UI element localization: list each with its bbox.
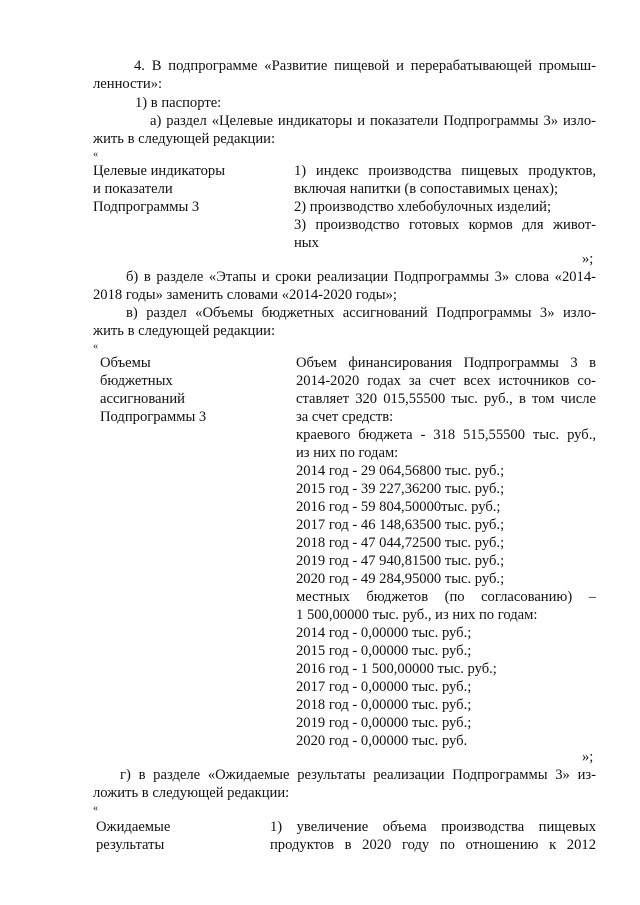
item-b-line-1: б) в разделе «Этапы и сроки реализации Подпрограммы 3» слова «2014- <box>126 269 596 285</box>
table2-right-line-8: 2015 год - 39 227,36200 тыс. руб.; <box>296 481 505 497</box>
table1-left-line-1: Целевые индикаторы <box>93 163 226 179</box>
table2-right-line-12: 2019 год - 47 940,81500 тыс. руб.; <box>296 553 505 569</box>
open-quote-3: « <box>93 803 98 814</box>
passport-subheading: 1) в паспорте: <box>135 95 222 111</box>
section-4-heading-line-2: ленности»: <box>93 76 163 92</box>
table3-left-line-2: результаты <box>96 837 165 853</box>
table2-right-line-16: 2014 год - 0,00000 тыс. руб.; <box>296 625 472 641</box>
table2-right-line-9: 2016 год - 59 804,50000тыс. руб.; <box>296 499 501 515</box>
table2-right-line-5: краевого бюджета - 318 515,55500 тыс. руб., <box>296 427 596 443</box>
table2-right-line-1: Объем финансирования Подпрограммы 3 в <box>296 355 596 371</box>
table3-right-line-1: 1) увеличение объема производства пищевых <box>270 819 596 835</box>
table3-right-line-2: продуктов в 2020 году по отношению к 2012 <box>270 837 596 853</box>
table2-right-line-15: 1 500,00000 тыс. руб., из них по годам: <box>296 607 538 623</box>
table2-right-line-21: 2019 год - 0,00000 тыс. руб.; <box>296 715 472 731</box>
item-v-line-2: жить в следующей редакции: <box>93 323 276 339</box>
table2-left-line-3: ассигнований <box>100 391 185 407</box>
table2-right-line-20: 2018 год - 0,00000 тыс. руб.; <box>296 697 472 713</box>
table1-right-line-3: 2) производство хлебобулочных изделий; <box>294 199 552 215</box>
table2-right-line-7: 2014 год - 29 064,56800 тыс. руб.; <box>296 463 505 479</box>
table2-left-line-2: бюджетных <box>100 373 173 389</box>
item-a-line-1: а) раздел «Целевые индикаторы и показатели Подпрограммы 3» изло- <box>150 113 596 129</box>
table1-right-line-2: включая напитки (в сопоставимых ценах); <box>294 181 559 197</box>
table2-right-line-18: 2016 год - 1 500,00000 тыс. руб.; <box>296 661 497 677</box>
table2-right-line-13: 2020 год - 49 284,95000 тыс. руб.; <box>296 571 505 587</box>
item-v-line-1: в) раздел «Объемы бюджетных ассигнований Подпрограммы 3» изло- <box>126 305 596 321</box>
close-quote-1: »; <box>582 251 594 267</box>
table2-left-line-1: Объемы <box>100 355 151 371</box>
table2-right-line-14: местных бюджетов (по согласованию) – <box>296 589 596 605</box>
table3-left-line-1: Ожидаемые <box>96 819 171 835</box>
table2-right-line-17: 2015 год - 0,00000 тыс. руб.; <box>296 643 472 659</box>
item-a-line-2: жить в следующей редакции: <box>93 131 276 147</box>
item-g-line-2: ложить в следующей редакции: <box>93 785 290 801</box>
section-4-heading-line-1: 4. В подпрограмме «Развитие пищевой и перерабатывающей промыш- <box>134 58 596 74</box>
table2-right-line-4: за счет средств: <box>296 409 394 425</box>
table1-left-line-2: и показатели <box>93 181 173 197</box>
item-g-line-1: г) в разделе «Ожидаемые результаты реализации Подпрограммы 3» из- <box>120 767 596 783</box>
open-quote-1: « <box>93 149 98 160</box>
table2-right-line-3: ставляет 320 015,55500 тыс. руб., в том числе <box>296 391 596 407</box>
table1-left-line-3: Подпрограммы 3 <box>93 199 200 215</box>
table2-left-line-4: Подпрограммы 3 <box>100 409 207 425</box>
table2-right-line-19: 2017 год - 0,00000 тыс. руб.; <box>296 679 472 695</box>
table2-right-line-2: 2014-2020 годах за счет всех источников со- <box>296 373 596 389</box>
table1-right-line-5: ных <box>294 235 319 251</box>
table2-right-line-6: из них по годам: <box>296 445 399 461</box>
open-quote-2: « <box>93 341 98 352</box>
close-quote-2: »; <box>582 749 594 765</box>
table1-right-line-4: 3) производство готовых кормов для живот- <box>294 217 596 233</box>
item-b-line-2: 2018 годы» заменить словами «2014-2020 годы»; <box>93 287 397 303</box>
table1-right-line-1: 1) индекс производства пищевых продуктов, <box>294 163 596 179</box>
table2-right-line-10: 2017 год - 46 148,63500 тыс. руб.; <box>296 517 505 533</box>
table2-right-line-22: 2020 год - 0,00000 тыс. руб. <box>296 733 468 749</box>
table2-right-line-11: 2018 год - 47 044,72500 тыс. руб.; <box>296 535 505 551</box>
